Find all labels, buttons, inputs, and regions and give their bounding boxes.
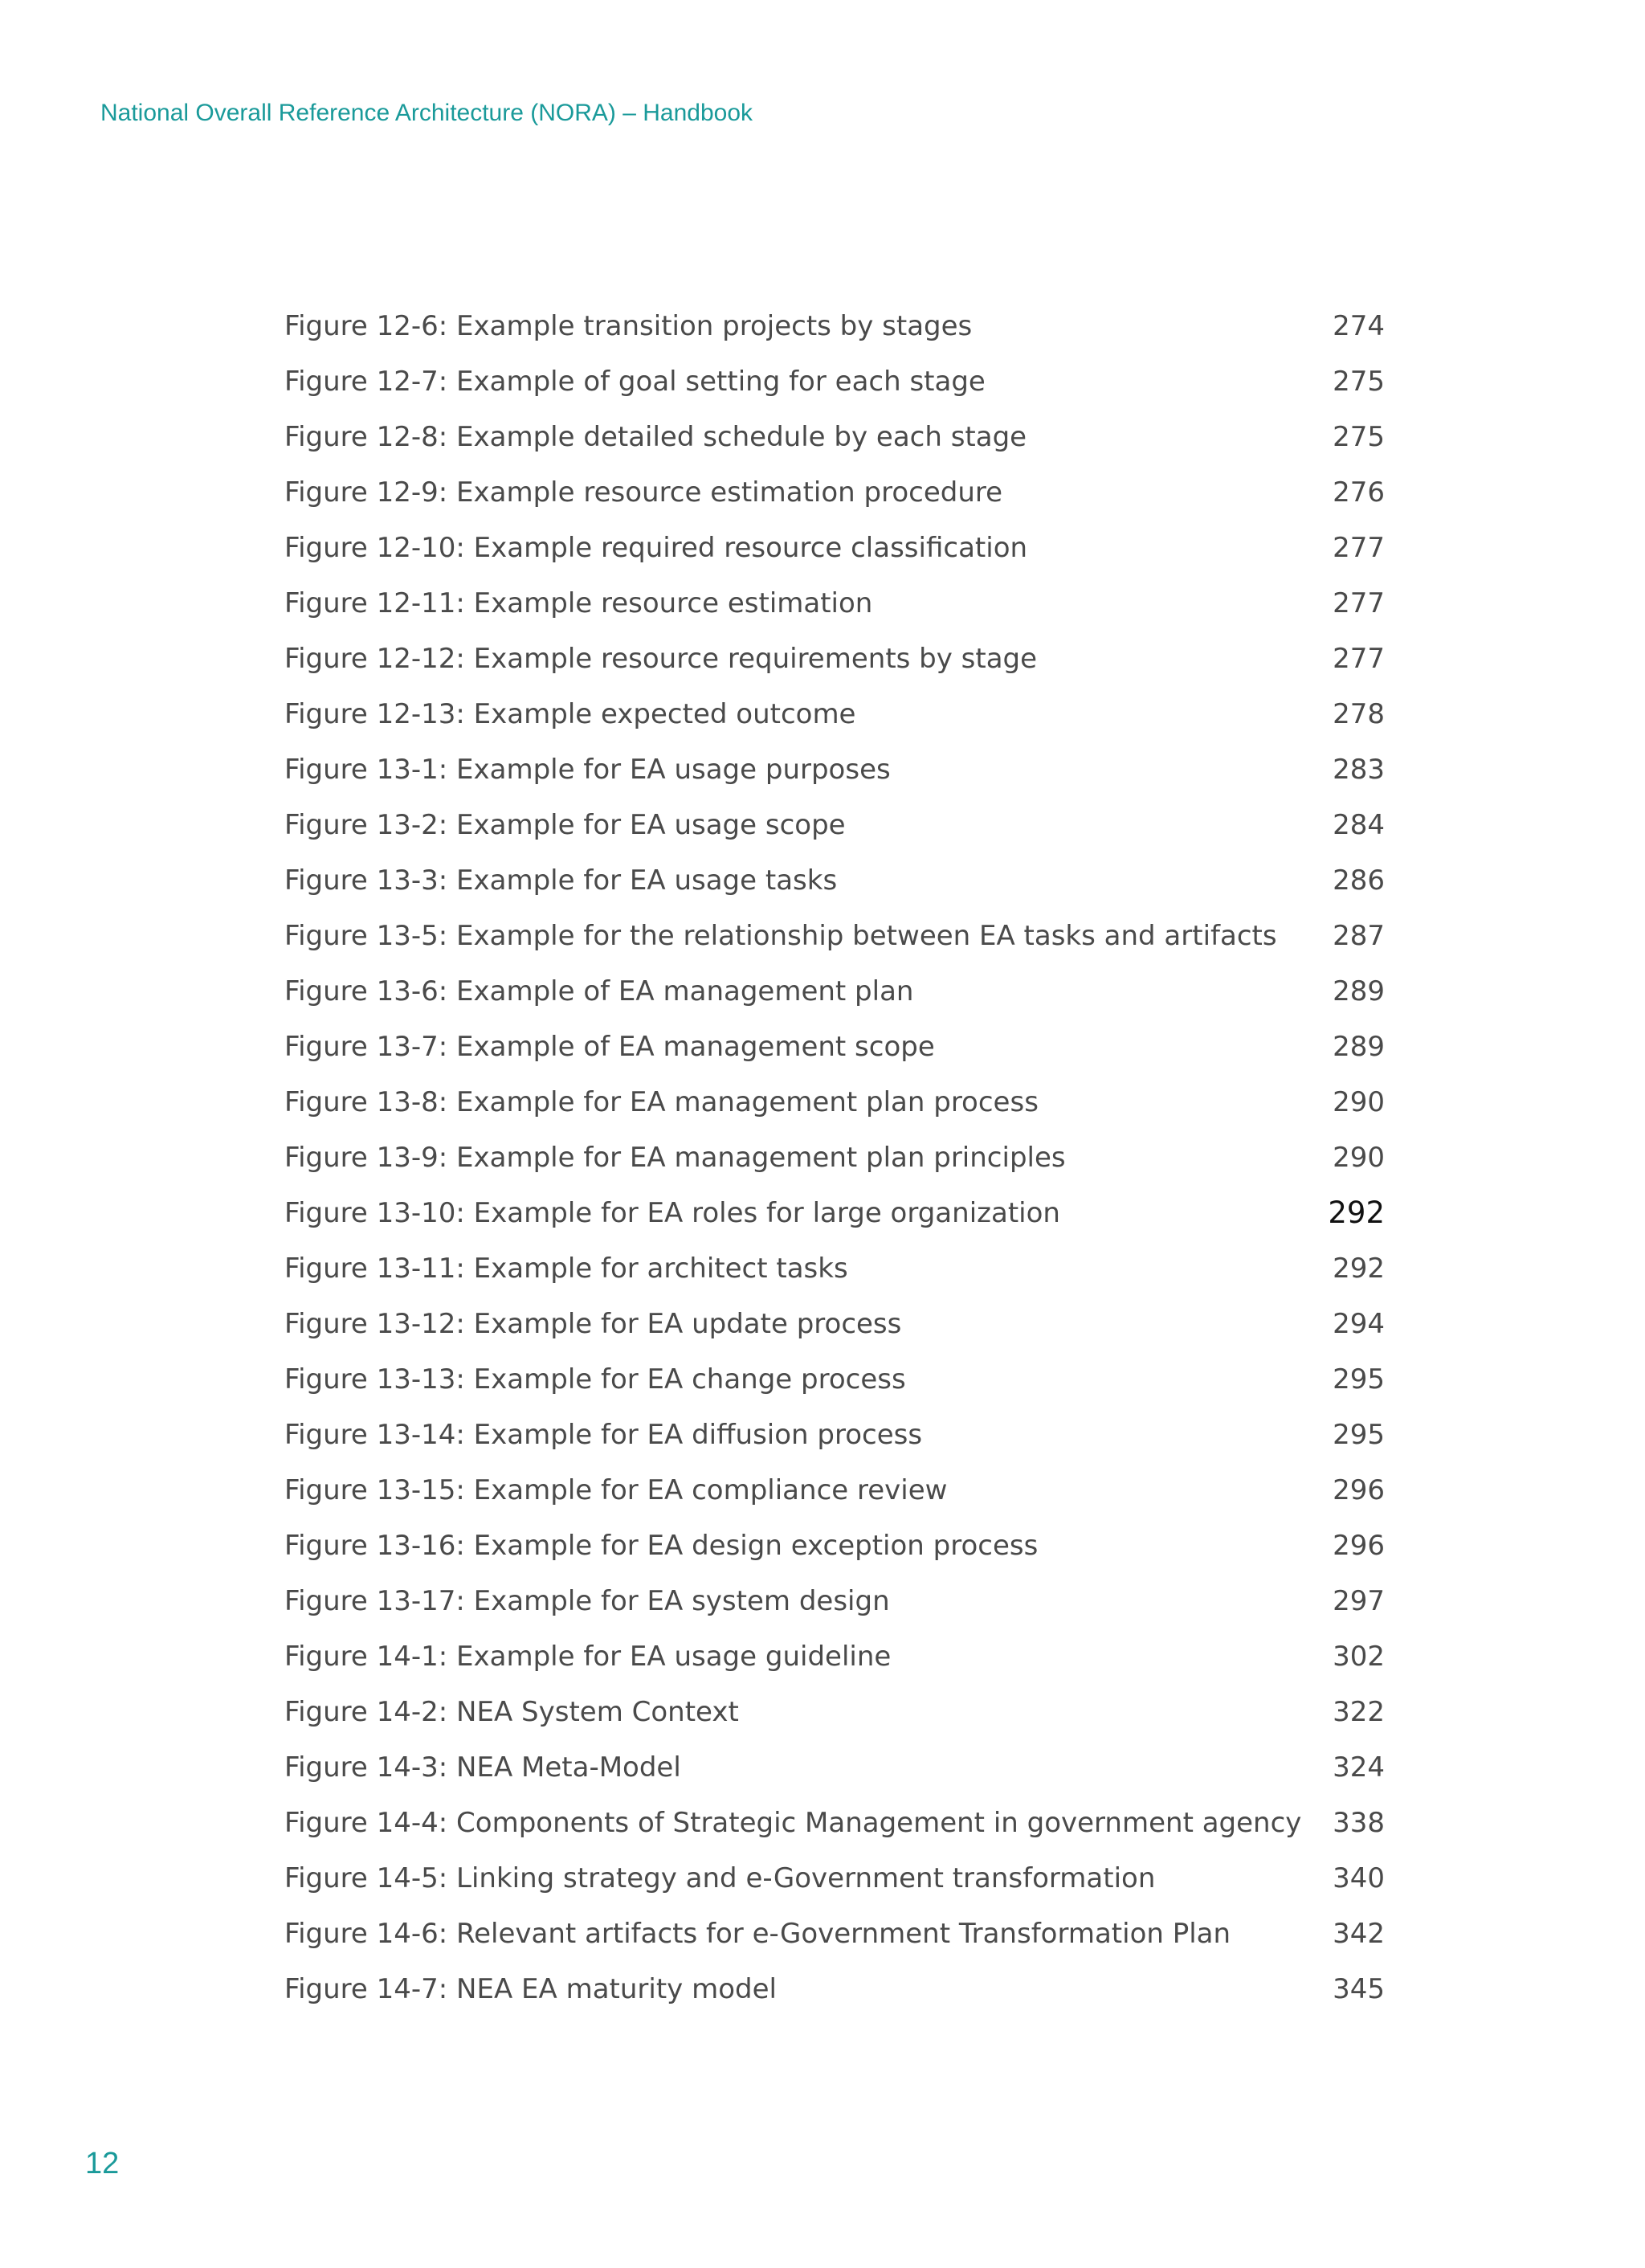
toc-entry-page: 277 (1333, 587, 1385, 619)
toc-entry-page: 289 (1333, 1031, 1385, 1063)
toc-entry-page: 278 (1333, 698, 1385, 730)
toc-entry-page: 290 (1333, 1086, 1385, 1118)
page-number: 12 (85, 2147, 120, 2180)
toc-entry-page: 324 (1333, 1751, 1385, 1784)
toc-entry-title: Figure 13-8: Example for EA management plan process (284, 1086, 1039, 1118)
toc-entry-title: Figure 12-11: Example resource estimation (284, 587, 873, 619)
toc-entry[interactable] (284, 1688, 1385, 1743)
toc-entry-title: Figure 12-8: Example detailed schedule by each stage (284, 421, 1027, 453)
toc-entry-page: 296 (1333, 1530, 1385, 1562)
toc-entry-title: Figure 14-1: Example for EA usage guideline (284, 1641, 892, 1673)
toc-entry[interactable] (284, 1189, 1385, 1244)
toc-entry-page: 276 (1333, 476, 1385, 509)
toc-entry-title: Figure 14-2: NEA System Context (284, 1696, 739, 1728)
toc-entry[interactable] (284, 967, 1385, 1023)
toc-entry-page: 294 (1333, 1308, 1385, 1340)
toc-entry-title: Figure 13-10: Example for EA roles for large organization (284, 1197, 1060, 1229)
toc-entry-title: Figure 13-3: Example for EA usage tasks (284, 864, 838, 897)
toc-entry-title: Figure 13-5: Example for the relationship between EA tasks and artifacts (284, 920, 1277, 952)
toc-entry-page: 296 (1333, 1474, 1385, 1506)
toc-entry[interactable] (284, 635, 1385, 690)
toc-entry-title: Figure 13-14: Example for EA diffusion process (284, 1419, 923, 1451)
toc-entry[interactable] (284, 1078, 1385, 1134)
running-header: National Overall Reference Architecture (NORA) – Handbook (100, 100, 753, 126)
toc-entry-title: Figure 13-2: Example for EA usage scope (284, 809, 846, 841)
toc-entry[interactable] (284, 1411, 1385, 1466)
list-of-figures (284, 302, 1385, 2021)
toc-entry-title: Figure 12-10: Example required resource classification (284, 532, 1028, 564)
toc-entry[interactable] (284, 1244, 1385, 1300)
toc-entry-page: 292 (1333, 1253, 1385, 1285)
toc-entry-page: 290 (1333, 1142, 1385, 1174)
toc-entry[interactable] (284, 856, 1385, 912)
toc-entry[interactable] (284, 1522, 1385, 1577)
toc-entry-page: 277 (1333, 532, 1385, 564)
toc-entry[interactable] (284, 912, 1385, 967)
toc-entry-title: Figure 12-12: Example resource requirements by stage (284, 643, 1038, 675)
toc-entry-title: Figure 13-9: Example for EA management plan principles (284, 1142, 1066, 1174)
toc-entry-title: Figure 13-11: Example for architect tasks (284, 1253, 848, 1285)
toc-entry-page: 338 (1333, 1807, 1385, 1839)
toc-entry-title: Figure 14-5: Linking strategy and e-Government transformation (284, 1862, 1156, 1894)
toc-entry-title: Figure 14-7: NEA EA maturity model (284, 1973, 777, 2005)
toc-entry-title: Figure 13-13: Example for EA change process (284, 1363, 906, 1396)
toc-entry[interactable] (284, 1799, 1385, 1854)
toc-entry-page: 277 (1333, 643, 1385, 675)
toc-entry[interactable] (284, 690, 1385, 746)
toc-entry-page: 286 (1333, 864, 1385, 897)
toc-entry-title: Figure 12-6: Example transition projects by stages (284, 310, 973, 342)
toc-entry-page: 302 (1333, 1641, 1385, 1673)
toc-entry[interactable] (284, 1466, 1385, 1522)
toc-entry[interactable] (284, 1577, 1385, 1633)
toc-entry[interactable] (284, 524, 1385, 579)
toc-entry[interactable] (284, 1633, 1385, 1688)
toc-entry[interactable] (284, 579, 1385, 635)
toc-entry-title: Figure 13-12: Example for EA update process (284, 1308, 902, 1340)
toc-entry[interactable] (284, 358, 1385, 413)
toc-entry[interactable] (284, 1910, 1385, 1965)
toc-entry-page: 275 (1333, 366, 1385, 398)
toc-entry-title: Figure 13-1: Example for EA usage purposes (284, 754, 891, 786)
toc-entry-title: Figure 12-7: Example of goal setting for each stage (284, 366, 986, 398)
toc-entry-page: 275 (1333, 421, 1385, 453)
toc-entry[interactable] (284, 468, 1385, 524)
toc-entry[interactable] (284, 1743, 1385, 1799)
toc-entry-page: 322 (1333, 1696, 1385, 1728)
toc-entry-title: Figure 13-6: Example of EA management plan (284, 975, 914, 1007)
toc-entry[interactable] (284, 801, 1385, 856)
toc-entry[interactable] (284, 1300, 1385, 1355)
toc-entry-title: Figure 12-13: Example expected outcome (284, 698, 856, 730)
toc-entry-page: 297 (1333, 1585, 1385, 1617)
toc-entry-title: Figure 14-3: NEA Meta-Model (284, 1751, 681, 1784)
toc-entry-page: 287 (1333, 920, 1385, 952)
toc-entry[interactable] (284, 1854, 1385, 1910)
toc-entry[interactable] (284, 302, 1385, 358)
toc-entry-page: 284 (1333, 809, 1385, 841)
toc-entry[interactable] (284, 1023, 1385, 1078)
toc-entry-title: Figure 13-17: Example for EA system design (284, 1585, 890, 1617)
toc-entry-page: 283 (1333, 754, 1385, 786)
toc-entry[interactable] (284, 1134, 1385, 1189)
toc-entry[interactable] (284, 1355, 1385, 1411)
toc-entry-page: 289 (1333, 975, 1385, 1007)
toc-entry-title: Figure 12-9: Example resource estimation procedure (284, 476, 1003, 509)
toc-entry-page: 292 (1328, 1195, 1385, 1230)
toc-entry-page: 295 (1333, 1363, 1385, 1396)
toc-entry-page: 342 (1333, 1918, 1385, 1950)
toc-entry-page: 274 (1333, 310, 1385, 342)
toc-entry-page: 340 (1333, 1862, 1385, 1894)
toc-entry[interactable] (284, 413, 1385, 468)
toc-entry-page: 345 (1333, 1973, 1385, 2005)
toc-entry[interactable] (284, 1965, 1385, 2021)
toc-entry-title: Figure 13-7: Example of EA management scope (284, 1031, 935, 1063)
toc-entry-title: Figure 13-16: Example for EA design exception process (284, 1530, 1039, 1562)
toc-entry-title: Figure 13-15: Example for EA compliance review (284, 1474, 948, 1506)
toc-entry[interactable] (284, 746, 1385, 801)
toc-entry-title: Figure 14-4: Components of Strategic Management in government agency (284, 1807, 1302, 1839)
toc-entry-page: 295 (1333, 1419, 1385, 1451)
toc-entry-title: Figure 14-6: Relevant artifacts for e-Government Transformation Plan (284, 1918, 1231, 1950)
